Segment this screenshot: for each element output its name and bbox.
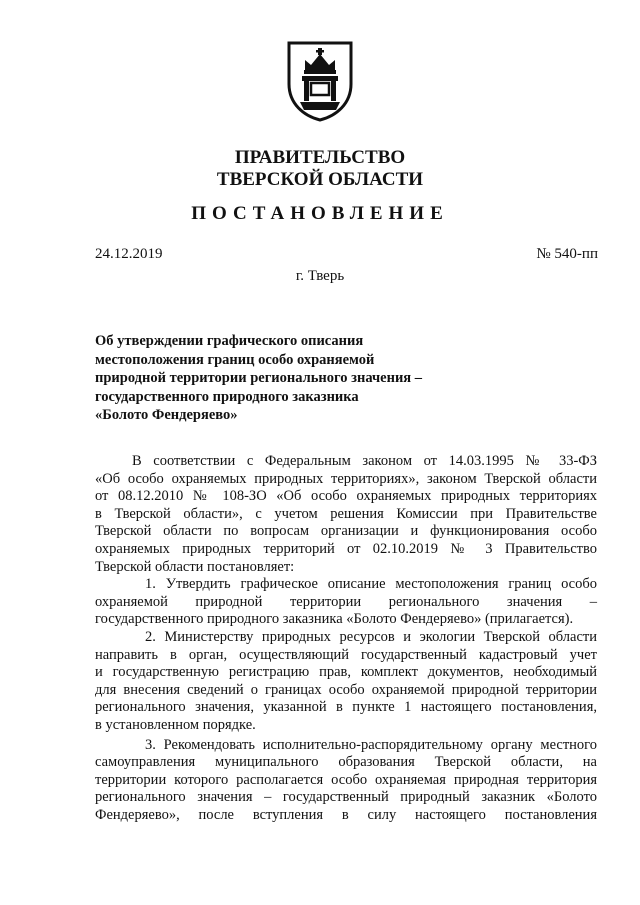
document-number: № 540-пп [536,246,598,262]
item1-line: охраняемой природной территории регионального значения – [95,593,597,610]
item3-line: территории которого располагается особо охраняемая природная территория [95,771,597,788]
item3-line: самоуправления муниципального образования Тверской области, на [95,754,597,771]
item2-line: 2. Министерству природных ресурсов и экологии Тверской области [145,628,597,645]
item3-line: 3. Рекомендовать исполнительно-распорядительному органу местного [145,736,597,753]
preamble-line: Тверской области по вопросам организации и функционирования особо [95,523,597,540]
subject-line: государственного природного заказника [95,388,359,405]
authority-name-line2: ТВЕРСКОЙ ОБЛАСТИ [216,169,424,190]
preamble-line: В соответствии с Федеральным законом от 14.03.1995 № 33-ФЗ [132,453,597,469]
subject-line: «Болото Фендеряево» [95,407,238,423]
item2-line: для внесения сведений о границах особо охраняемой природной территории [95,681,597,698]
item1-line: 1. Утвердить графическое описание местоположения границ особо [145,576,597,593]
document-type-heading: ПОСТАНОВЛЕНИЕ [191,203,449,224]
subject-line: природной территории регионального значения – [95,370,423,386]
item2-line: регионального значения, указанной в пункте 1 настоящего постановления, [95,699,597,716]
document-date: 24.12.2019 [95,246,163,262]
item2-line: направить в орган, осуществляющий государственный кадастровый учет [95,646,597,663]
preamble-line: в Тверской области», с учетом решения Комиссии при Правительстве [95,505,597,522]
preamble-line: от 08.12.2010 № 108-ЗО «Об особо охраняемых природных территориях [95,488,597,505]
preamble-line: охраняемых природных территорий от 02.10.2019 № 3 Правительство [95,540,597,557]
item3-line: регионального значения – государственный природный заказник «Болото [95,789,597,806]
item2-line: и государственную регистрацию прав, комплект документов, необходимый [95,664,597,681]
document-place: г. Тверь [295,268,345,284]
item1-line: государственного природного заказника «Болото Фендеряево» (прилагается). [95,611,574,628]
authority-name-line1: ПРАВИТЕЛЬСТВО [234,147,406,168]
document-subject [95,332,445,425]
preamble-line: Тверской области постановляет: [95,558,295,575]
document-body [95,453,597,824]
coat-of-arms-emblem [286,40,354,122]
item2-line: в установленном порядке. [95,716,256,733]
item3-line: Фендеряево», после вступления в силу настоящего постановления [95,806,597,823]
subject-line: местоположения границ особо охраняемой [95,351,375,368]
preamble-line: «Об особо охраняемых природных территориях», законом Тверской области [95,470,597,487]
subject-line: Об утверждении графического описания [95,333,364,349]
